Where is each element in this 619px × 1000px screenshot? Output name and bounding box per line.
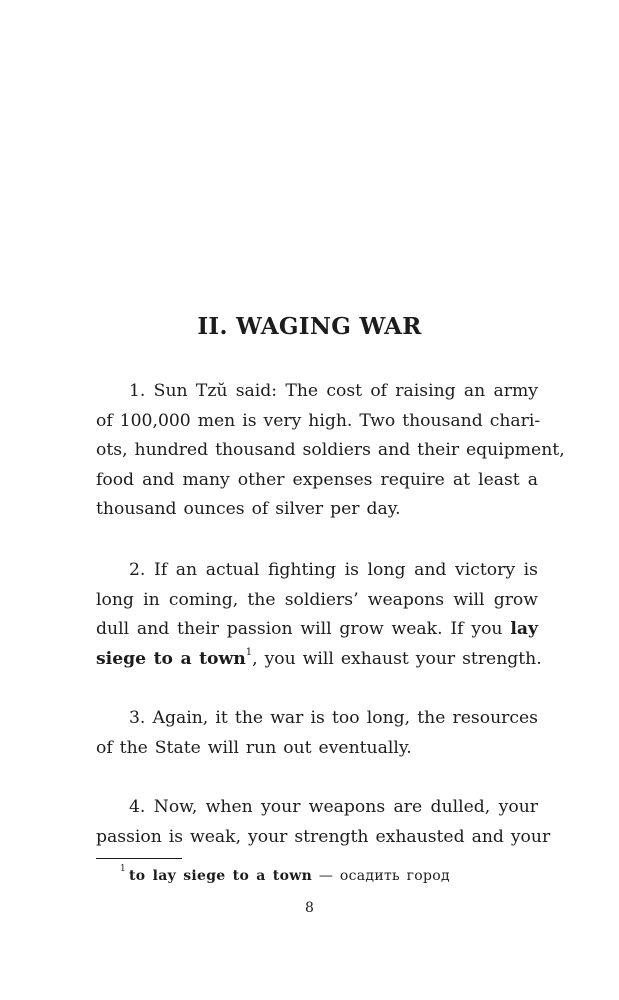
footnote-marker: 1 [120, 864, 127, 875]
paragraph-line: 3. Again, it the war is too long, the resources [129, 708, 538, 728]
footnote [120, 866, 450, 886]
paragraph-line: 4. Now, when your weapons are dulled, your [129, 797, 538, 817]
paragraph-line: long in coming, the soldiers’ weapons will grow [96, 589, 538, 610]
footnote-term: to lay siege to a town [129, 868, 313, 884]
paragraph-3 [96, 704, 538, 763]
paragraph-line: 1. Sun Tzŭ said: The cost of raising an army [129, 381, 538, 401]
paragraph-line: dull and their passion will grow weak. If you lay [96, 619, 538, 640]
footnote-translation: осадить город [339, 868, 450, 884]
paragraph-line: of 100,000 men is very high. Two thousand chari- [96, 410, 541, 431]
paragraph-line: of the State will run out eventually. [96, 737, 412, 758]
footnote-dash: — [318, 868, 334, 884]
paragraph-line: food and many other expenses require at least a [96, 469, 538, 490]
paragraph-line: 2. If an actual fighting is long and victory is [129, 560, 538, 580]
paragraph-line: siege to a town$^1$, you will exhaust your strength. [96, 647, 542, 669]
page-number: 8 [305, 900, 314, 916]
footnote-divider [96, 858, 182, 859]
vocabulary-term: siege to a town [96, 648, 246, 669]
paragraph-line: thousand ounces of silver per day. [96, 499, 401, 520]
paragraph-line: ots, hundred thousand soldiers and their equipment, [96, 440, 565, 461]
chapter-title: II. WAGING WAR [197, 313, 422, 340]
vocabulary-term: lay [510, 619, 538, 640]
paragraph-2 [96, 556, 542, 674]
paragraph-4 [96, 793, 551, 852]
footnote-ref[interactable]: 1 [245, 647, 253, 659]
paragraph-line: passion is weak, your strength exhausted and your [96, 826, 551, 847]
paragraph-1 [96, 377, 565, 525]
